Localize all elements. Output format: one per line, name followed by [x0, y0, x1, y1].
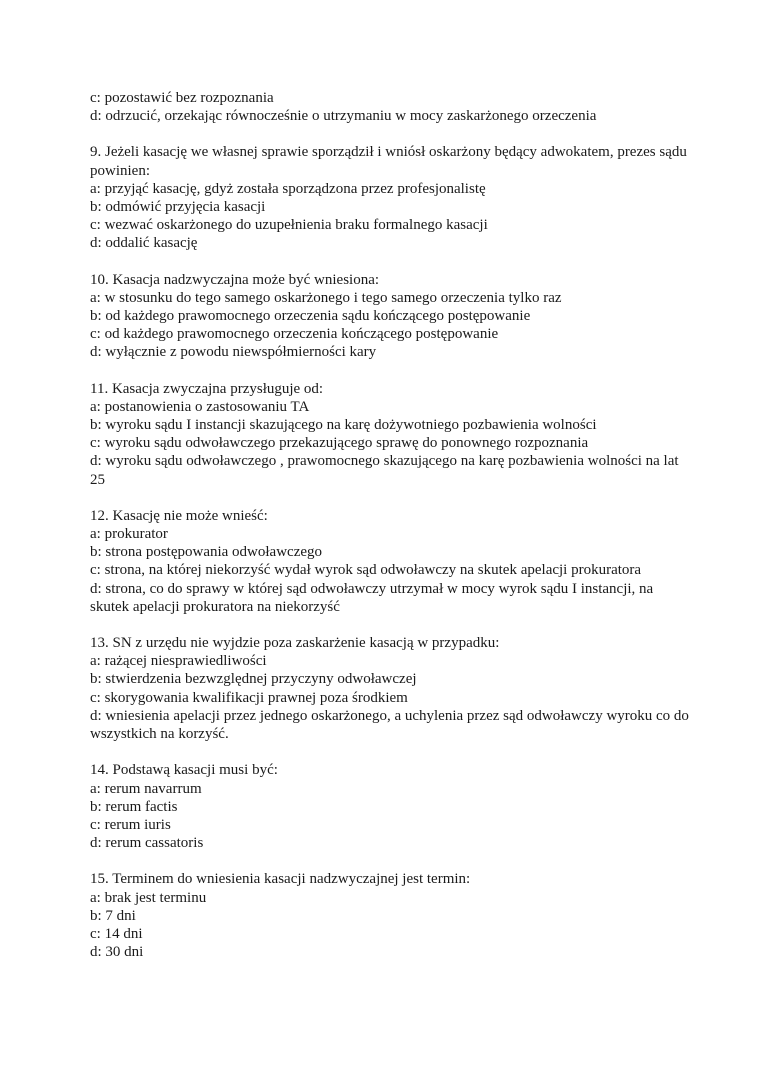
option-b: b: strona postępowania odwoławczego	[90, 544, 323, 561]
question-9	[90, 143, 690, 252]
option-a: a: w stosunku do tego samego oskarżonego i tego samego orzeczenia tylko raz	[90, 289, 562, 306]
option-b: b: 7 dni	[90, 907, 136, 924]
question-14	[90, 761, 690, 852]
question-text: 13. SN z urzędu nie wyjdzie poza zaskarżenie kasacją w przypadku:	[90, 635, 500, 652]
option-d: d: strona, co do sprawy w której sąd odwoławczy utrzymał w mocy wyrok sądu I instancji, na skutek apelacji prokuratora na niekorzyść	[90, 580, 654, 615]
question-13	[90, 634, 690, 743]
option-c: c: strona, na której niekorzyść wydał wyrok sąd odwoławczy na skutek apelacji prokuratora	[90, 562, 642, 579]
question-11	[90, 380, 690, 489]
option-b: b: rerum factis	[90, 798, 178, 815]
option-b: b: odmówić przyjęcia kasacji	[90, 199, 266, 216]
option-b: b: stwierdzenia bezwzględnej przyczyny odwoławczej	[90, 671, 417, 688]
question-text: 10. Kasacja nadzwyczajna może być wniesiona:	[90, 271, 380, 288]
option-b: b: wyroku sądu I instancji skazującego na karę dożywotniego pozbawienia wolności	[90, 417, 597, 434]
option-d: d: wniesienia apelacji przez jednego oskarżonego, a uchylenia przez sąd odwoławczy wyroku co do wszystkich na korzyść.	[90, 707, 689, 743]
option-a: a: postanowienia o zastosowaniu TA	[90, 398, 310, 415]
question-text: 11. Kasacja zwyczajna przysługuje od:	[90, 380, 324, 397]
option-c: c: wezwać oskarżonego do uzupełnienia braku formalnego kasacji	[90, 217, 488, 234]
question-text: 14. Podstawą kasacji musi być:	[90, 762, 278, 779]
option-a: a: przyjąć kasację, gdyż została sporządzona przez profesjonalistę	[90, 180, 486, 197]
question-15	[90, 870, 690, 961]
option-a: a: rerum navarrum	[90, 780, 202, 797]
option-c: c: skorygowania kwalifikacji prawnej poza środkiem	[90, 689, 408, 706]
option-c: c: od każdego prawomocnego orzeczenia kończącego postępowanie	[90, 326, 499, 343]
question-text: 9. Jeżeli kasację we własnej sprawie sporządził i wniósł oskarżony będący adwokatem, prezes sądu powinien:	[90, 144, 687, 179]
option-a: a: prokurator	[90, 526, 168, 543]
question-10	[90, 271, 690, 362]
option-c: c: pozostawić bez rozpoznania	[90, 90, 274, 106]
option-d: d: wyłącznie z powodu niewspółmierności kary	[90, 344, 377, 361]
option-a: a: rażącej niesprawiedliwości	[90, 653, 267, 670]
option-d: d: wyroku sądu odwoławczego , prawomocnego skazującego na karę pozbawienia wolności na lat 25	[90, 453, 679, 488]
option-d: d: oddalić kasację	[90, 235, 198, 252]
option-a: a: brak jest terminu	[90, 889, 207, 906]
option-d: d: rerum cassatoris	[90, 835, 204, 852]
option-d: d: odrzucić, orzekając równocześnie o utrzymaniu w mocy zaskarżonego orzeczenia	[90, 108, 597, 125]
previous-question-fragment	[90, 89, 690, 125]
question-12	[90, 507, 690, 616]
document-page	[90, 89, 690, 979]
question-text: 12. Kasację nie może wnieść:	[90, 507, 268, 524]
option-b: b: od każdego prawomocnego orzeczenia sądu kończącego postępowanie	[90, 308, 531, 325]
question-text: 15. Terminem do wniesienia kasacji nadzwyczajnej jest termin:	[90, 871, 471, 888]
option-c: c: 14 dni	[90, 925, 143, 942]
option-c: c: rerum iuris	[90, 816, 171, 833]
option-c: c: wyroku sądu odwoławczego przekazującego sprawę do ponownego rozpoznania	[90, 435, 589, 452]
option-d: d: 30 dni	[90, 944, 144, 961]
